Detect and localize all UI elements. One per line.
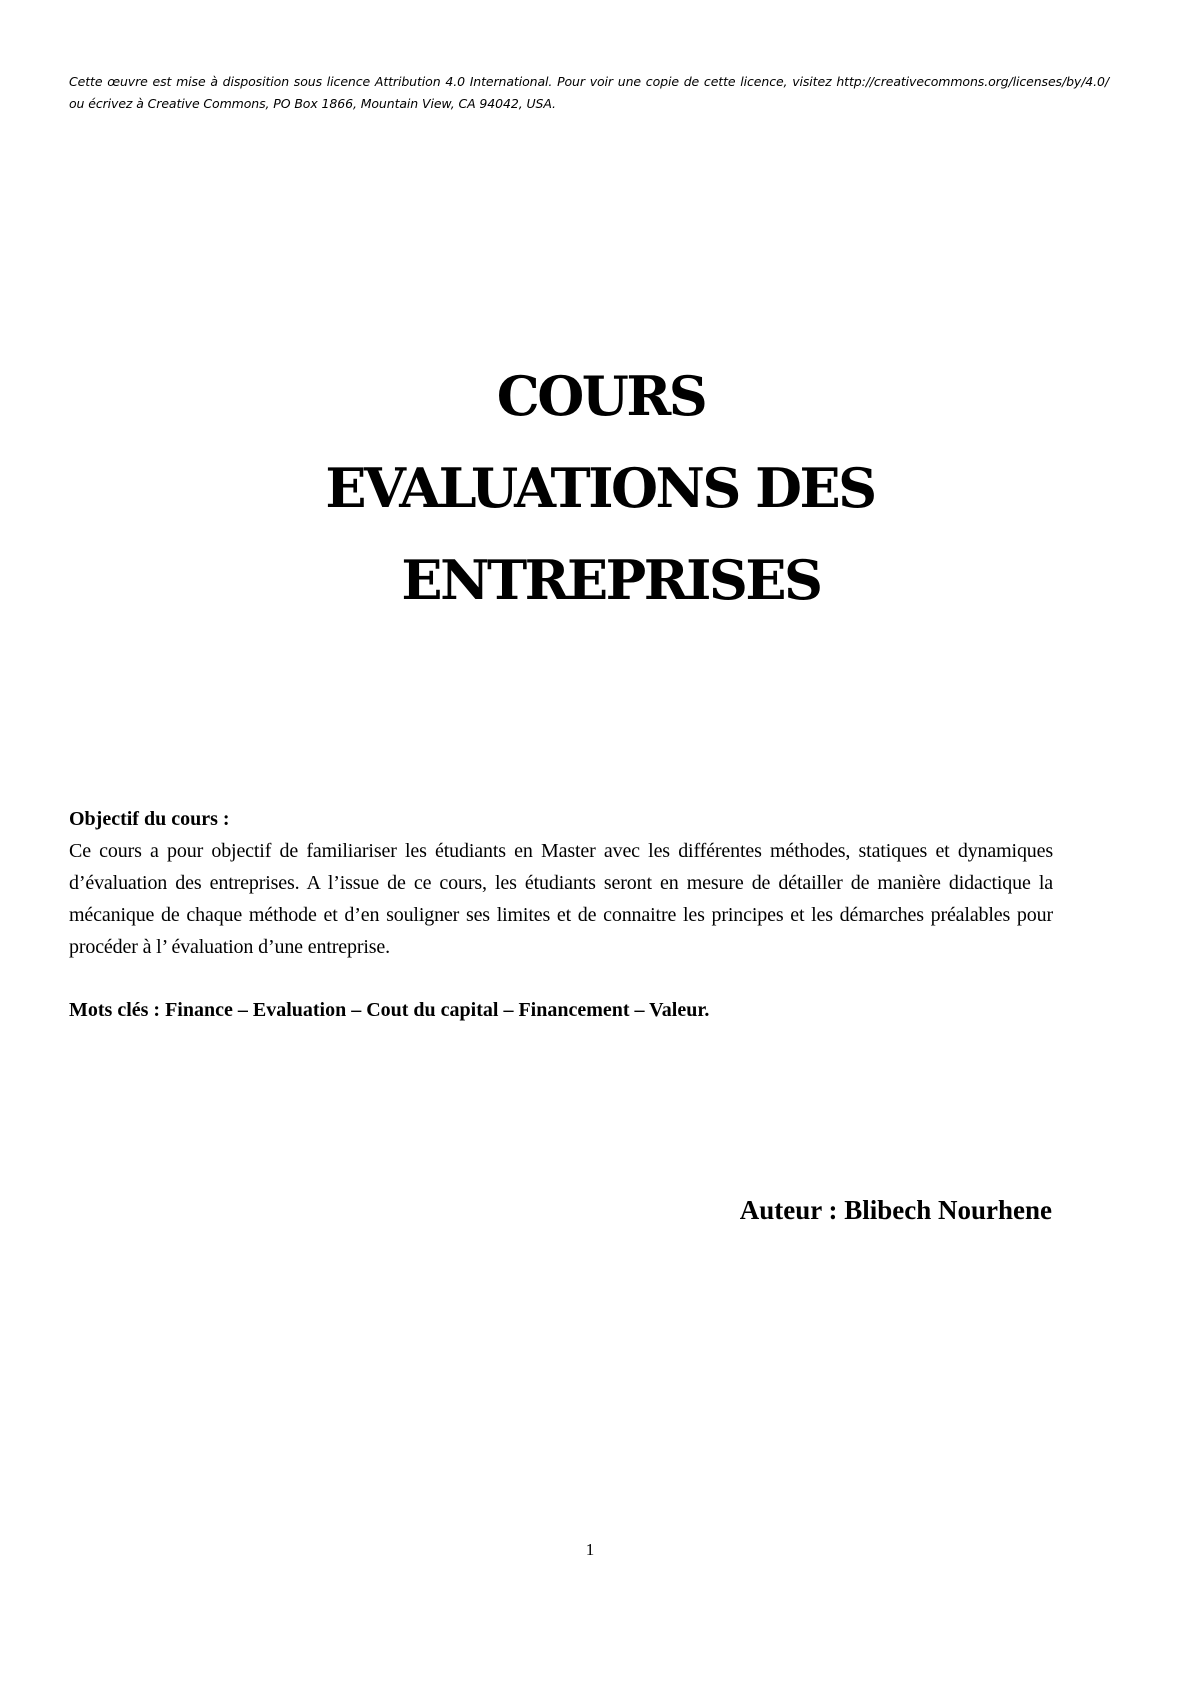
license-notice: Cette œuvre est mise à disposition sous licence Attribution 4.0 International. Pour voir une copie de cette licence, visitez http://creativecommons.org/licenses/by/4.0/ ou écrivez à Creative Commons, PO Box 1866, Mountain View, CA 94042, USA. (69, 74, 1109, 111)
title-line-1: COURS (496, 364, 706, 428)
title-line-3: ENTREPRISES (401, 548, 821, 612)
objective-section (69, 803, 1053, 963)
keywords: Mots clés : Finance – Evaluation – Cout du capital – Financement – Valeur. (69, 999, 710, 1021)
author: Auteur : Blibech Nourhene (739, 1195, 1052, 1225)
title-line-2: EVALUATIONS DES (325, 456, 875, 520)
objective-heading: Objectif du cours : (69, 808, 230, 830)
document-title (0, 350, 1200, 626)
objective-text: Ce cours a pour objectif de familiariser les étudiants en Master avec les différentes méthodes, statiques et dynamiques d’évaluation des entreprises. A l’issue de ce cours, les étudiants seront en mesure de détailler de manière didactique la mécanique de chaque méthode et d’en souligner ses limites et de connaitre les principes et les démarches préalables pour procéder à l’ évaluation d’une entreprise. (69, 840, 1053, 958)
page-number: 1 (585, 1540, 595, 1559)
